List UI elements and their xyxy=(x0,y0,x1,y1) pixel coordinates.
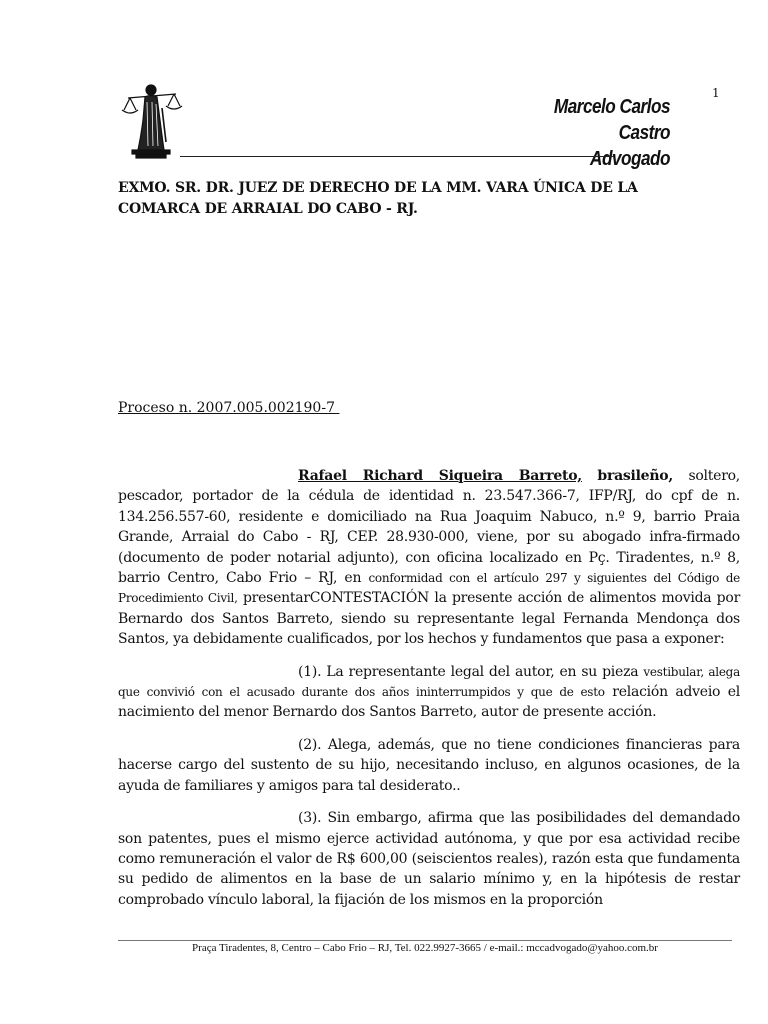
paragraph-2-lead: (2). Alega, además, que no tiene condiciones financieras xyxy=(298,736,703,753)
footer-contact: Praça Tiradentes, 8, Centro – Cabo Frio – RJ, Tel. 022.9927-3665 / e-mail.: mccadvogado@yahoo.com.br xyxy=(192,942,658,954)
lawyer-title: Advogado xyxy=(590,148,670,170)
intro-text-2: conformidad con el artículo 297 y siguientes del Código de Procedimiento Civil, xyxy=(118,571,740,606)
paragraph-3 xyxy=(118,808,740,910)
paragraph-1-lead: (1). La representante legal del autor, en su pieza xyxy=(298,663,639,680)
lady-justice-icon xyxy=(118,80,188,160)
paragraph-1-rest: relación adveio el nacimiento del menor Bernardo dos Santos Barreto, autor de presente acción. xyxy=(118,684,740,721)
intro-paragraph xyxy=(118,466,740,650)
document-body xyxy=(118,466,740,922)
process-number: Proceso n. 2007.005.002190-7 xyxy=(118,400,340,416)
party-name: Rafael Richard Siqueira Barreto, xyxy=(298,468,582,484)
page-number: 1 xyxy=(712,86,720,100)
footer-rule xyxy=(118,940,732,941)
paragraph-3-rest: son patentes, pues el mismo ejerce actividad autónoma, y que por esa actividad recibe como remuneración el valor de R$ 600,00 (seiscientos reales), razón esta que fundamenta su pedido de alimentos en la base de un salario mínimo y, en la hipótesis de restar comprobado vínculo laboral, la fijación de los mismos en la proporción xyxy=(118,830,740,908)
paragraph-1-small: vestibular, alega que convivió con el acusado durante dos años ininterrumpidos y que de esto xyxy=(118,664,741,700)
paragraph-2 xyxy=(118,735,740,796)
intro-text-1: soltero, pescador, portador de la cédula de identidad n. 23.547.366-7, IFP/RJ, do cpf de n. 134.256.557-60, residente e domiciliado na Rua Joaquim Nabuco, n.º 9, barrio Praia Grande, Arraial do Cabo - RJ, CEP. 28.930-000, viene, por su abogado infra-firmado (documento de poder notarial adjunto), con oficina localizado en Pç. Tiradentes, n.º 8, barrio Centro, Cabo Frio – RJ, en xyxy=(118,468,741,587)
paragraph-1 xyxy=(118,662,740,723)
header-rule xyxy=(180,156,614,157)
party-nationality: brasileño, xyxy=(597,468,673,484)
letterhead-name-block xyxy=(507,94,670,172)
paragraph-2-rest: para hacerse cargo del sustento de su hijo, necesitando incluso, en algunos ocasiones, de la ayuda de familiares y amigos para tal desiderato.. xyxy=(118,736,741,794)
paragraph-3-lead: (3). Sin embargo, afirma que las posibilidades del demandado xyxy=(298,810,740,827)
lawyer-name: Marcelo Carlos Castro xyxy=(553,96,670,144)
intro-text-3: presentarCONTESTACIÓN la presente acción de alimentos movida por Bernardo dos Santos Barreto, siendo su representante legal Fernanda Mendonça dos Santos, ya debidamente cualificados, por los hechos y fundamentos que pasa a exponer: xyxy=(118,590,741,648)
addressee-heading: EXMO. SR. DR. JUEZ DE DERECHO DE LA MM. VARA ÚNICA DE LA COMARCA DE ARRAIAL DO CABO - RJ. xyxy=(118,180,638,217)
